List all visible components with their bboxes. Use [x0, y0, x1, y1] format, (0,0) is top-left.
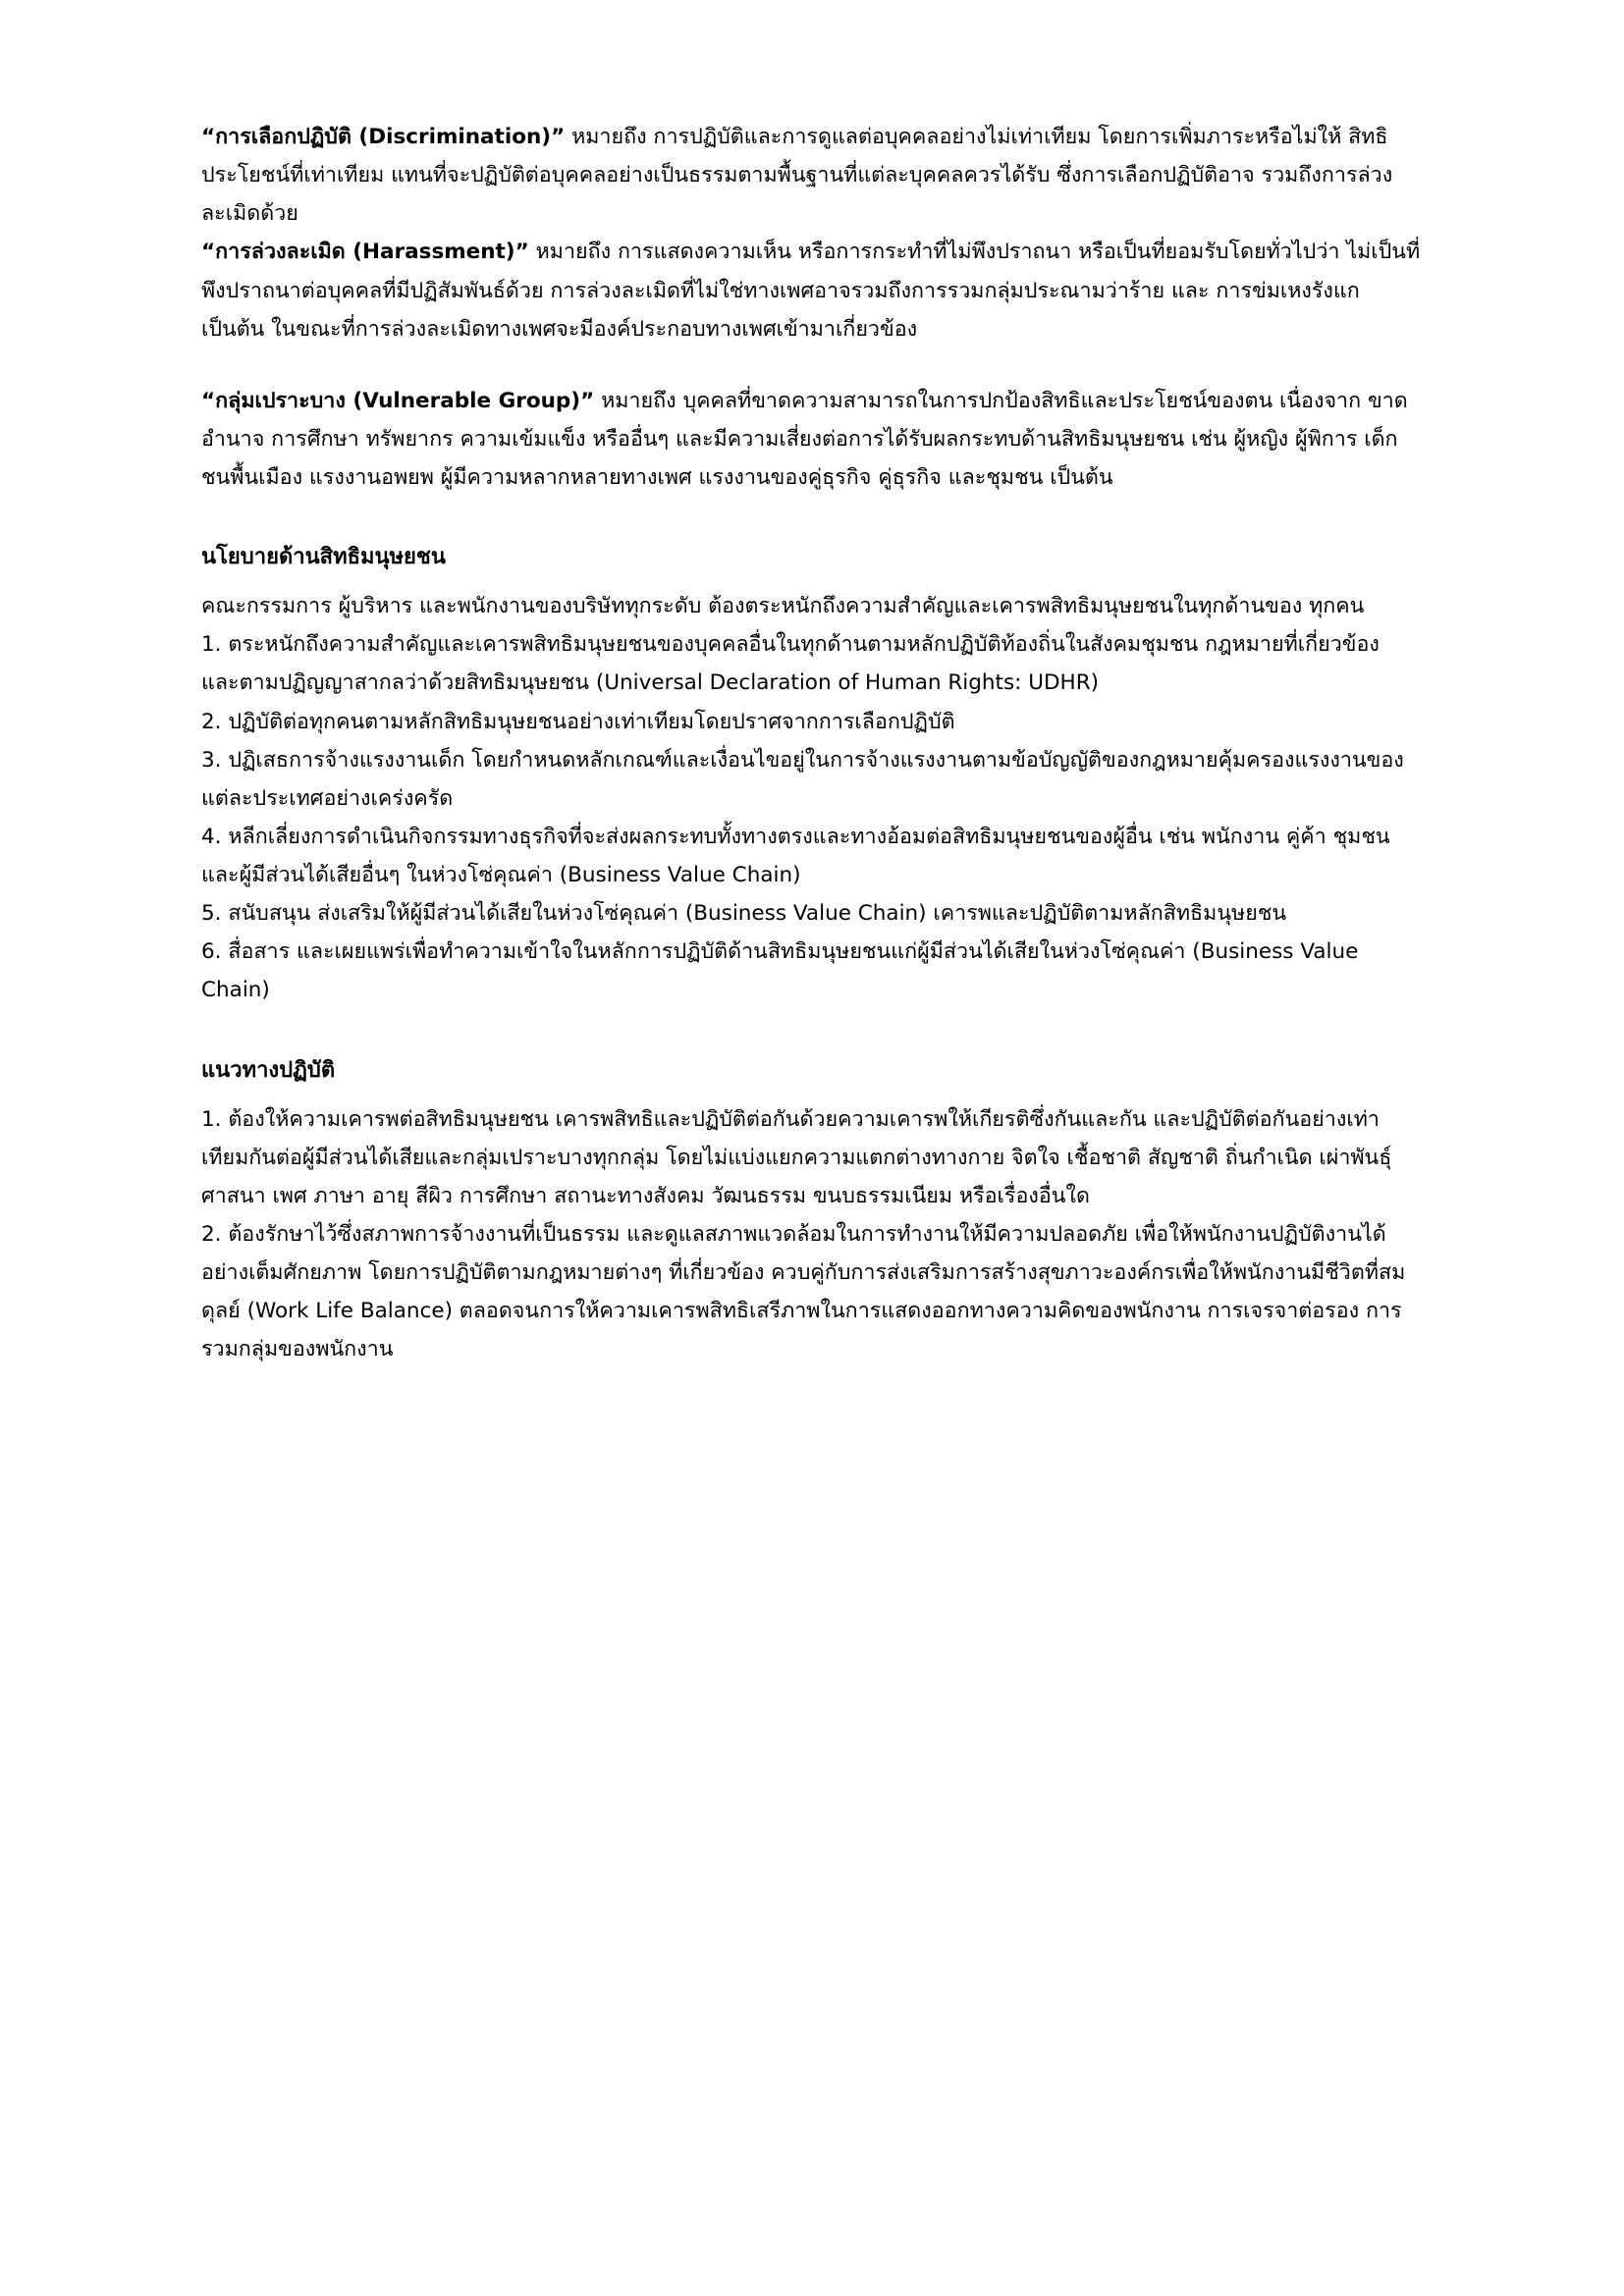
definition-discrimination [201, 118, 1423, 233]
guideline-item-1: 1. ต้องให้ความเคารพต่อสิทธิมนุษยชน เคารพสิทธิและปฏิบัติต่อกันด้วยความเคารพให้เกียรติซึ่งกันและกัน และปฏิบัติต่อกันอย่างเท่าเทียมกันต่อผู้มีส่วนได้เสียและกลุ่มเปราะบางทุกกลุ่ม โดยไม่แบ่งแยกความแตกต่างทางกาย จิตใจ เชื้อชาติ สัญชาติ ถิ่นกำเนิด เผ่าพันธุ์ ศาสนา เพศ ภาษา อายุ สีผิว การศึกษา สถานะทางสังคม วัฒนธรรม ขนบธรรมเนียม หรือเรื่องอื่นใด [201, 1106, 1392, 1208]
guideline-item-2: 2. ต้องรักษาไว้ซึ่งสภาพการจ้างงานที่เป็นธรรม และดูแลสภาพแวดล้อมในการทำงานให้มีความปลอดภัย เพื่อให้พนักงานปฏิบัติงานได้อย่างเต็มศักยภาพ โดยการปฏิบัติตามกฎหมายต่างๆ ที่เกี่ยวข้อง ควบคู่กับการส่งเสริมการสร้างสุขภาวะองค์กรเพื่อให้พนักงานมีชีวิตที่สมดุลย์ (Work Life Balance) ตลอดจนการให้ความเคารพสิทธิเสรีภาพในการแสดงออกทางความคิดของพนักงาน การเจรจาต่อรอง การรวมกลุ่มของพนักงาน [201, 1221, 1406, 1362]
section-intro-human-rights-policy: คณะกรรมการ ผู้บริหาร และพนักงานของบริษัททุกระดับ ต้องตระหนักถึงความสำคัญและเคารพสิทธิมนุษยชนในทุกด้านของ ทุกคน [201, 594, 1365, 619]
policy-item-3: 3. ปฏิเสธการจ้างแรงงานเด็ก โดยกำหนดหลักเกณฑ์และเงื่อนไขอยู่ในการจ้างแรงงานตามข้อบัญญัติของกฎหมายคุ้มครองแรงงานของแต่ละประเทศอย่างเคร่งครัด [201, 747, 1404, 811]
policy-item-2: 2. ปฏิบัติต่อทุกคนตามหลักสิทธิมนุษยชนอย่างเท่าเทียมโดยปราศจากการเลือกปฏิบัติ [201, 709, 955, 734]
section-heading-guidelines: แนวทางปฏิบัติ [201, 1057, 336, 1083]
definition-text-harassment: หมายถึง การแสดงความเห็น หรือการกระทำที่ไม่พึงปราถนา หรือเป็นที่ยอมรับโดยทั่วไปว่า ไม่เป็นที่พึงปราถนาต่อบุคคลที่มีปฏิสัมพันธ์ด้วย การล่วงละเมิดที่ไม่ใช่ทางเพศอาจรวมถึงการรวมกลุ่มประณามว่าร้าย และ การข่มเหงรังแก เป็นต้น ในขณะที่การล่วงละเมิดทางเพศจะมีองค์ประกอบทางเพศเข้ามาเกี่ยวข้อง [201, 240, 1421, 342]
section-heading-human-rights-policy: นโยบายด้านสิทธิมนุษยชน [201, 545, 446, 570]
definition-harassment [201, 233, 1423, 347]
policy-item-6: 6. สื่อสาร และเผยแพร่เพื่อทำความเข้าใจในหลักการปฏิบัติด้านสิทธิมนุษยชนแก่ผู้มีส่วนได้เสียในห่วงโซ่คุณค่า (Business Value Chain) [201, 939, 1359, 1003]
spacer [201, 348, 1423, 382]
definition-vulnerable-group [201, 382, 1423, 497]
document-body [201, 118, 1423, 1368]
definition-term-vulnerable-group: “กลุ่มเปราะบาง (Vulnerable Group)” [201, 388, 595, 413]
policy-item-5: 5. สนับสนุน ส่งเสริมให้ผู้มีส่วนได้เสียในห่วงโซ่คุณค่า (Business Value Chain) เคารพและปฏิบัติตามหลักสิทธิมนุษยชน [201, 901, 1287, 927]
definition-term-harassment: “การล่วงละเมิด (Harassment)” [201, 240, 529, 265]
definition-term-discrimination: “การเลือกปฏิบัติ (Discrimination)” [201, 125, 566, 149]
definition-text-vulnerable-group: หมายถึง บุคคลที่ขาดความสามารถในการปกป้องสิทธิและประโยชน์ของตน เนื่องจาก ขาดอำนาจ การศึกษา ทรัพยากร ความเข้มแข็ง หรืออื่นๆ และมีความเสี่ยงต่อการได้รับผลกระทบด้านสิทธิมนุษยชน เช่น ผู้หญิง ผู้พิการ เด็ก ชนพื้นเมือง แรงงานอพยพ ผู้มีความหลากหลายทางเพศ แรงงานของคู่ธุรกิจ คู่ธุรกิจ และชุมชน เป็นต้น [201, 388, 1408, 490]
definition-text-discrimination: หมายถึง การปฏิบัติและการดูแลต่อบุคคลอย่างไม่เท่าเทียม โดยการเพิ่มภาระหรือไม่ให้ สิทธิประโยชน์ที่เท่าเทียม แทนที่จะปฏิบัติต่อบุคคลอย่างเป็นธรรมตามพื้นฐานที่แต่ละบุคคลควรได้รับ ซึ่งการเลือกปฏิบัติอาจ รวมถึงการล่วงละเมิดด้วย [201, 125, 1393, 227]
policy-item-4: 4. หลีกเลี่ยงการดำเนินกิจกรรมทางธุรกิจที่จะส่งผลกระทบทั้งทางตรงและทางอ้อมต่อสิทธิมนุษยชนของผู้อื่น เช่น พนักงาน คู่ค้า ชุมชน และผู้มีส่วนได้เสียอื่นๆ ในห่วงโซ่คุณค่า (Business Value Chain) [201, 824, 1390, 888]
policy-item-1: 1. ตระหนักถึงความสำคัญและเคารพสิทธิมนุษยชนของบุคคลอื่นในทุกด้านตามหลักปฏิบัติท้องถิ่นในสังคมชุมชน กฎหมายที่เกี่ยวข้อง และตามปฏิญญาสากลว่าด้วยสิทธิมนุษยชน (Universal Declaration of Human Rights: UDHR) [201, 632, 1380, 696]
